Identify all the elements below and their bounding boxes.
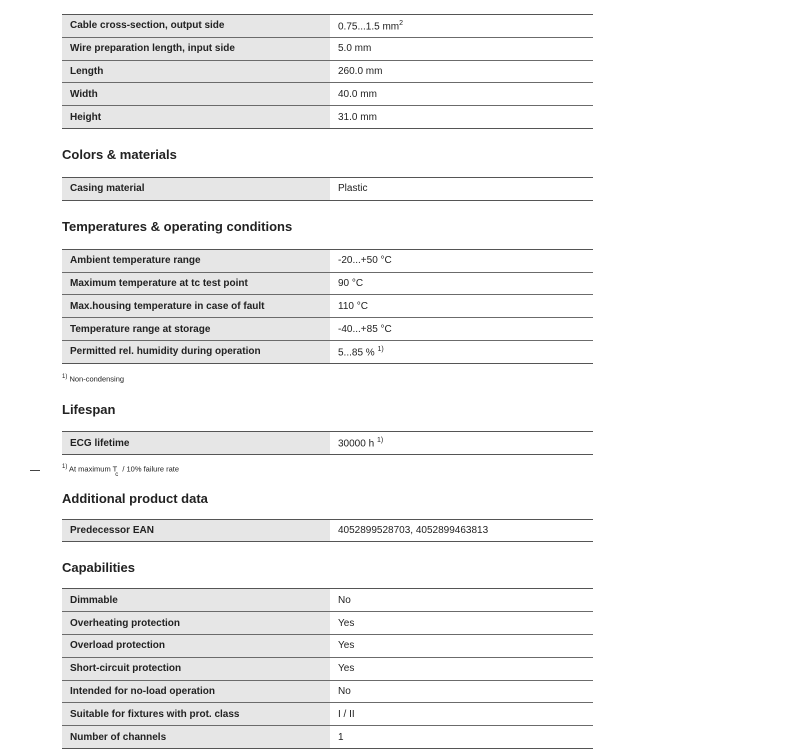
table-row <box>62 519 593 542</box>
table-row <box>62 612 593 635</box>
row-label: Length <box>62 60 330 83</box>
row-value: 31.0 mm <box>330 106 593 129</box>
table-row <box>62 37 593 60</box>
dimensions-table <box>62 14 593 129</box>
row-label: Suitable for fixtures with prot. class <box>62 703 330 726</box>
lifespan-table <box>62 431 593 455</box>
table-row <box>62 634 593 657</box>
section-title-capabilities: Capabilities <box>62 560 135 576</box>
row-label: ECG lifetime <box>62 432 330 455</box>
section-title-temperatures: Temperatures & operating conditions <box>62 218 293 234</box>
table-row <box>62 726 593 749</box>
row-label: Cable cross-section, output side <box>62 15 330 38</box>
row-label: Maximum temperature at tc test point <box>62 272 330 295</box>
row-value: 1 <box>330 726 593 749</box>
row-value: 4052899528703, 4052899463813 <box>330 519 593 542</box>
row-value: Yes <box>330 634 593 657</box>
row-label: Temperature range at storage <box>62 318 330 341</box>
row-label: Height <box>62 106 330 129</box>
table-row <box>62 295 593 318</box>
row-value: I / II <box>330 703 593 726</box>
row-value: -20...+50 °C <box>330 249 593 272</box>
footnote-lifetime: $^{1)}$ At maximum $T_c / 10\%$ failure rate <box>62 464 180 478</box>
row-value: 30000 h $^{1)}$ <box>330 432 593 455</box>
table-row <box>62 657 593 680</box>
table-row <box>62 15 593 38</box>
table-row <box>62 60 593 83</box>
row-label: Wire preparation length, input side <box>62 37 330 60</box>
table-row <box>62 432 593 455</box>
row-label: Ambient temperature range <box>62 249 330 272</box>
section-title-additional-product-data: Additional product data <box>62 490 208 506</box>
row-value: 5.0 mm <box>330 37 593 60</box>
table-row <box>62 177 593 200</box>
row-value: 260.0 mm <box>330 60 593 83</box>
table-row <box>62 589 593 612</box>
row-value: -40...+85 °C <box>330 318 593 341</box>
additional-product-data-table <box>62 519 593 543</box>
row-label: Number of channels <box>62 726 330 749</box>
row-value: No <box>330 589 593 612</box>
row-value: 0.75...1.5 $mm^2$ <box>330 15 593 38</box>
row-label: Overheating protection <box>62 612 330 635</box>
section-title-colors-materials: Colors & materials <box>62 146 177 162</box>
row-label: Predecessor EAN <box>62 519 330 542</box>
footnote-humidity: $^{1)}$ Non-condensing <box>62 373 125 384</box>
table-row <box>62 318 593 341</box>
row-value: Yes <box>330 612 593 635</box>
row-value: 40.0 mm <box>330 83 593 106</box>
row-value: 110 °C <box>330 295 593 318</box>
row-label: Max.housing temperature in case of fault <box>62 295 330 318</box>
table-row <box>62 83 593 106</box>
row-label: Dimmable <box>62 589 330 612</box>
row-value: No <box>330 680 593 703</box>
row-label: Short-circuit protection <box>62 657 330 680</box>
margin-mark <box>30 470 40 471</box>
table-row <box>62 340 593 363</box>
row-value: 90 °C <box>330 272 593 295</box>
row-label: Overload protection <box>62 634 330 657</box>
colors-materials-table <box>62 177 593 201</box>
section-title-lifespan: Lifespan <box>62 402 116 418</box>
table-row <box>62 106 593 129</box>
table-row <box>62 703 593 726</box>
temperatures-table <box>62 249 593 364</box>
row-value: Yes <box>330 657 593 680</box>
capabilities-table <box>62 588 593 749</box>
table-row <box>62 272 593 295</box>
row-value: Plastic <box>330 177 593 200</box>
table-row <box>62 680 593 703</box>
table-row <box>62 249 593 272</box>
row-label: Intended for no-load operation <box>62 680 330 703</box>
row-label: Permitted rel. humidity during operation <box>62 340 330 363</box>
row-label: Casing material <box>62 177 330 200</box>
row-value: 5...85 % $^{1)}$ <box>330 340 593 363</box>
spec-sheet <box>62 14 593 749</box>
row-label: Width <box>62 83 330 106</box>
